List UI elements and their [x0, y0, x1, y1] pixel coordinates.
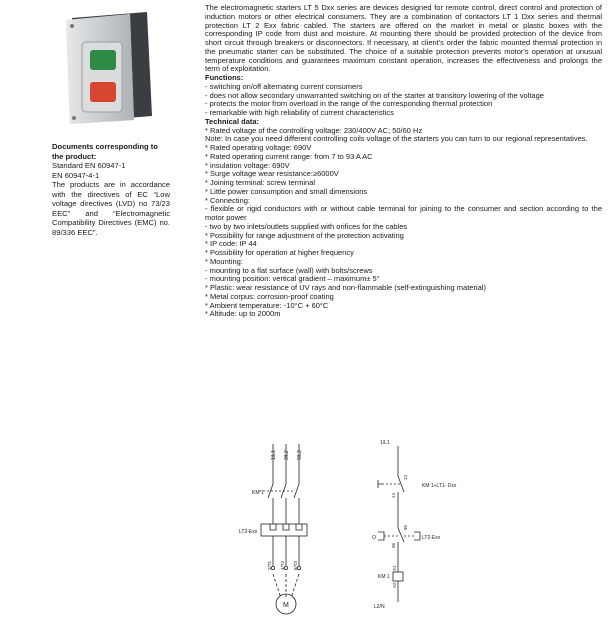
terminal-label: 1/L1 — [271, 450, 277, 460]
top-terminal-label: 1/L1 — [380, 440, 390, 446]
terminal-label: 6/T3 — [293, 560, 298, 570]
contact-label: 14 — [391, 492, 396, 498]
km1-relay-label: KM 1÷LT1- Dxx — [422, 483, 457, 489]
technical-heading: Technical data: — [205, 116, 260, 126]
lt2-control-label: LT2-Exx — [422, 535, 441, 541]
terminal-label: 4/T2 — [280, 560, 285, 570]
bottom-terminal-label: L2/N — [374, 604, 385, 610]
spec-item: * Surge voltage wear resistance:≥6000V — [205, 170, 339, 179]
terminal-label: 2/T1 — [267, 560, 272, 570]
spec-item: - two by two inlets/outlets supplied with orifices for the cables — [205, 222, 408, 231]
contact-label: 95 — [403, 524, 408, 530]
terminal-label: 3/L2 — [284, 450, 290, 460]
spec-item: * Metal corpus: corrosion-proof coating — [205, 292, 334, 301]
km1-coil-label: KM 1 — [378, 574, 390, 580]
contact-label: 13 — [403, 474, 408, 480]
main-description — [205, 4, 602, 319]
stop-button-icon — [90, 82, 116, 102]
spec-item: * Ambient temperature: -10°C + 60°C — [205, 301, 329, 310]
spec-item: * Possibility for range adjustment of the protection activating — [205, 231, 404, 240]
connecting-detail: - flexible or rigid conductors with or without cable terminal for joining to the consumer and section according to the motor power — [205, 204, 602, 222]
spec-item: * insulation voltage: 690V — [205, 161, 290, 170]
spec-item: * IP code: IP 44 — [205, 240, 257, 249]
contact-label: 96 — [391, 542, 396, 548]
km1-label: KM 1 — [252, 490, 264, 496]
function-item: - protects the motor from overload in the range of the corresponding thermal protection — [205, 100, 493, 109]
standard-line: Standard EN 60947-1 — [52, 161, 126, 170]
coil-terminal-label: A2 — [392, 582, 397, 588]
o-label: O — [372, 535, 376, 541]
control-circuit-diagram — [360, 436, 490, 612]
start-button-icon — [90, 50, 116, 70]
spec-item: * Joining terminal: screw terminal — [205, 179, 316, 187]
tech-note: Note: In case you need different controlling coils voltage of the starters you can turn to our regional representatives. — [205, 134, 588, 144]
intro-paragraph: The electromagnetic starters LT 5 Dxx series are devices designed for remote control, direct control and protection of induction motors or other electrical consumers. They are a combination of contactors LT 1 Dxx series and thermal protection LT 2 Exx fabric cabled. The starters are offered on the market in metal or plastic boxes with the corresponding IP code from dust and moisture. At mounting there should be provided protection of the device from short circuit through breakers or disconnectors. If necessary, at client's order the fabric mounted thermal protection in the pneumatic starter can be substituted. The choice of a suitable protection prevents motor's operation at unusual temperature conditions and guarantees maximum constant operation, increases the effectiveness and prolongs the term of exploitation. — [205, 3, 602, 74]
product-photo — [52, 6, 167, 126]
standard-line: EN 60947-4-1 — [52, 170, 100, 180]
spec-item: * Plastic: wear resistance of UV rays and non-flammable (self-extinguishing material) — [205, 284, 486, 292]
spec-item: * Rated voltage of the controlling voltage: 230/400V AC; 50/60 Hz — [205, 126, 423, 135]
spec-item: * Altitude: up to 2000m — [205, 310, 281, 319]
spec-item: - mounting to a flat surface (wall) with bolts/screws — [205, 266, 373, 275]
spec-item: * Connecting: — [205, 196, 251, 205]
coil-terminal-label: A1 — [392, 565, 397, 571]
terminal-label: 5/L3 — [297, 450, 303, 460]
spec-item: * Possibility for operation at higher frequency — [205, 249, 354, 257]
lt2-label: LT2-Exx — [239, 529, 258, 535]
motor-label: M — [283, 602, 289, 609]
compliance-paragraph: The products are in accordance with the directives of EC “Low voltage directives (LVD) no 73/23 EEC” and “Electromagnetic Compatibility Directives (EMC) no. 89/336 EEC”. — [52, 180, 170, 237]
functions-heading: Functions: — [205, 73, 244, 82]
spec-item: * Rated operating current range: from 7 to 93 A AC — [205, 152, 373, 161]
function-item: - remarkable with high reliability of current characteristics — [205, 109, 394, 117]
documents-heading: Documents corresponding to the product: — [52, 142, 158, 161]
function-item: - does not allow secondary unwarranted switching on of the starter at transitory lowering of the voltage — [205, 91, 544, 100]
spec-item: * Little power consumption and small dimensions — [205, 187, 368, 196]
spec-item: * Rated operating voltage: 690V — [205, 144, 312, 152]
spec-item: - mounting position: vertical gradient – maximum± 5° — [205, 275, 380, 284]
spec-item: * Mounting: — [205, 257, 243, 266]
left-column — [52, 142, 170, 237]
function-item: - switching on/off alternating current consumers — [205, 82, 363, 91]
power-circuit-diagram — [225, 438, 335, 616]
